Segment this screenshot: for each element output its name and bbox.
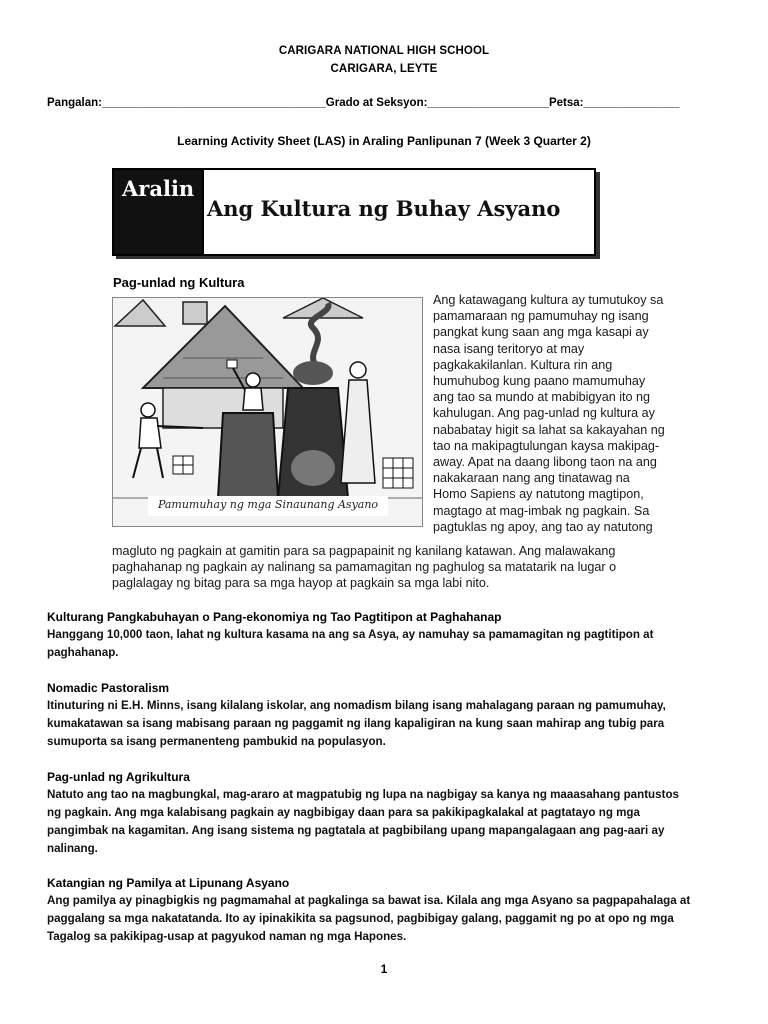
lesson-banner <box>112 168 596 256</box>
banner-shadow <box>596 172 600 258</box>
banner-label-box <box>114 170 202 254</box>
banner-divider <box>202 170 204 254</box>
section-body-family <box>47 892 719 946</box>
para-line: Homo Sapiens ay natutong magtipon, <box>433 487 644 502</box>
section-body-nomadic <box>47 697 719 751</box>
para-line: Ang katawagang kultura ay tumutukoy sa <box>433 293 664 307</box>
image-caption: Pamumuhay ng mga Sinaunang Asyano <box>157 498 379 511</box>
illustration-ancient-asians <box>112 297 423 527</box>
illustration-drawing <box>113 298 422 526</box>
section-body-economy <box>47 626 719 662</box>
section-heading-agriculture: Pag-unlad ng Agrikultura <box>47 770 190 784</box>
section-heading-family: Katangian ng Pamilya at Lipunang Asyano <box>47 876 290 890</box>
body-line: paghahanap. <box>47 646 119 659</box>
intro-paragraph <box>433 292 680 535</box>
body-line: kumakatawan sa isang mabisang paraan ng paggamit ng ilang kapaligiran na kung saan mahirap ang tubig para <box>47 717 665 730</box>
banner-shadow-bottom <box>116 256 600 259</box>
para-line: kahulugan. Ang pag-unlad ng kultura ay <box>433 406 655 421</box>
para-line: humuhubog kung paano mamumuhay <box>433 374 646 389</box>
para-line: nasa isang teritoryo at may <box>433 341 585 356</box>
para-line: nababatay higit sa lahat sa kakayahan ng <box>433 422 665 437</box>
para-line: away. Apat na daang libong taon na ang <box>433 455 657 470</box>
section-subheading: Pag-unlad ng Kultura <box>113 275 245 290</box>
body-line: Tagalog sa pakikipag-usap at pagyukod naman ng mga Hapones. <box>47 930 407 943</box>
body-line: Itinuturing ni E.H. Minns, isang kilalang iskolar, ang nomadism bilang isang mahalagang paraan ng pamumuhay, <box>47 699 666 712</box>
para-line: pangkat kung saan ang mga kasapi ay <box>433 325 649 340</box>
para-line: tao na makipagtulungan kaysa makipag- <box>433 438 660 453</box>
para-line: ang tao sa mundo at mabibigyan ito ng <box>433 390 651 405</box>
para-line: pagkakakilanlan. Kultura rin ang <box>433 357 613 372</box>
section-heading-nomadic: Nomadic Pastoralism <box>47 681 170 695</box>
page-number: 1 <box>380 962 388 976</box>
para-line: nakakaraan nang ang tinatawag na <box>433 471 630 486</box>
body-line: pangimbak na kagamitan. Ang isang sistema ng pagtatala at pagbibilang upang mapangalagaan ang pag-aari ay <box>47 824 665 837</box>
banner-label: Aralin <box>122 176 195 201</box>
intro-paragraph-continued <box>112 543 680 592</box>
school-location: CARIGARA, LEYTE <box>330 63 438 75</box>
section-body-agriculture <box>47 786 719 858</box>
body-line: Hanggang 10,000 taon, lahat ng kultura kasama na ang sa Asya, ay namuhay sa pamamagitan ng pagtitipon at <box>47 628 654 641</box>
body-line: sumuporta sa isang permanenteng pambukid na populasyon. <box>47 735 386 748</box>
section-heading-economy: Kulturang Pangkabuhayan o Pang-ekonomiya ng Tao Pagtitipon at Paghahanap <box>47 610 502 624</box>
body-line: nalinang. <box>47 842 98 855</box>
para-line: paglalagay ng bitag para sa mga hayop at pagkain sa mga labi nito. <box>112 576 490 591</box>
body-line: Natuto ang tao na magbungkal, mag-araro at magpatubig ng lupa na nagbigay sa kanya ng maaasahang pantustos <box>47 788 679 801</box>
las-title: Learning Activity Sheet (LAS) in Araling Panlipunan 7 (Week 3 Quarter 2) <box>177 134 591 148</box>
school-name: CARIGARA NATIONAL HIGH SCHOOL <box>278 45 490 57</box>
student-info-line: Pangalan:___________________________________Grado at Seksyon:___________________Petsa:_______________ <box>47 97 680 109</box>
para-line: paghahanap ng pagkain ay nalinang sa pamamagitan ng paghulog sa matatarik na lugar o <box>112 560 617 575</box>
body-line: ng pagkain. Ang mga kalabisang pagkain ay nagbibigay daan para sa pakikipagkalakal at pagtatayo ng mga <box>47 806 640 819</box>
body-line: Ang pamilya ay pinagbigkis ng pagmamahal at pagkalinga sa bawat isa. Kilala ang mga Asyano sa pagpapahalaga at <box>47 894 691 907</box>
para-line: pamamaraan ng pamumuhay ng isang <box>433 309 649 324</box>
lesson-title: Ang Kultura ng Buhay Asyano <box>207 196 561 221</box>
para-line: magluto ng pagkain at gamitin para sa pagpapainit ng kanilang katawan. Ang malawakang <box>112 544 616 558</box>
para-line: magtago at mag-imbak ng pagkain. Sa <box>433 503 650 518</box>
body-line: paggalang sa mga nakatatanda. Ito ay ipinakikita sa pagsunod, pagbibigay galang, paggamit ng po at opo ng mga <box>47 912 674 925</box>
para-line: pagtuklas ng apoy, ang tao ay natutong <box>433 519 653 534</box>
